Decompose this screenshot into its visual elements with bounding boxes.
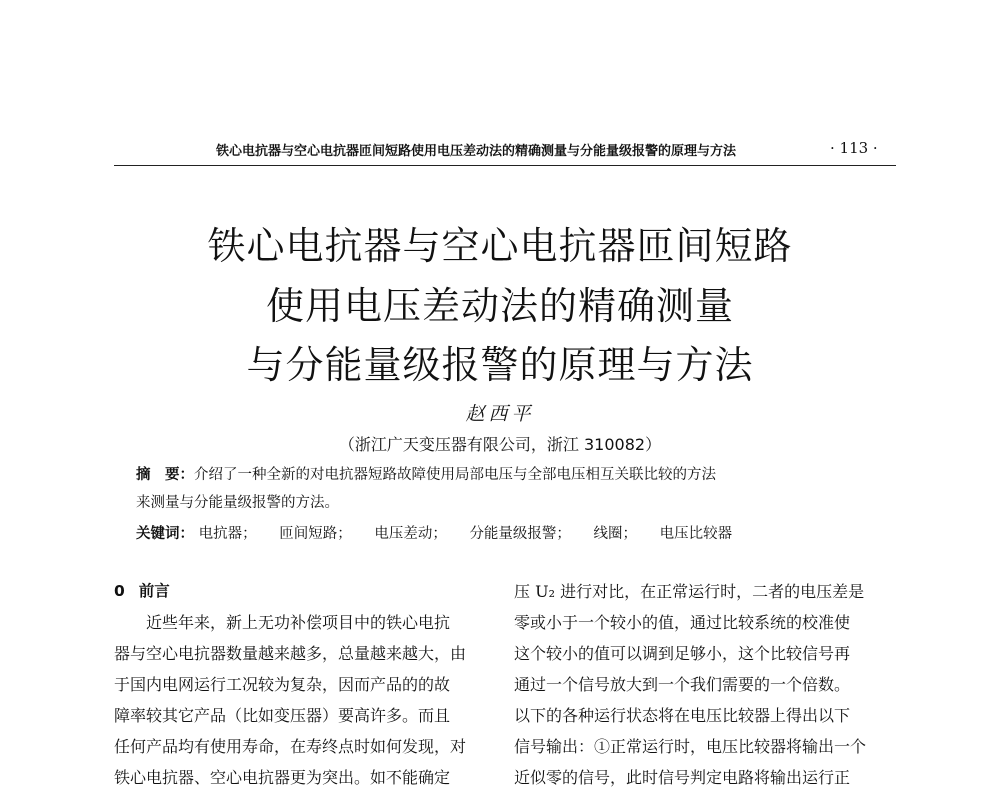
paper-title-line-3: 与分能量级报警的原理与方法 <box>246 343 754 387</box>
header-rule <box>114 165 896 166</box>
page-number: · 113 · <box>830 139 878 157</box>
section-number: 0 <box>114 582 125 600</box>
keyword: 电压比较器 <box>659 526 733 542</box>
body-line: 于国内电网运行工况较为复杂，因而产品的的故 <box>114 675 451 694</box>
section-heading <box>114 576 492 607</box>
body-line: 近似零的信号，此时信号判定电路将输出运行正 <box>514 768 851 787</box>
body-line: 任何产品均有使用寿命，在寿终点时如何发现，对 <box>114 737 467 756</box>
affiliation: （浙江广天变压器有限公司，浙江 310082） <box>338 435 662 454</box>
body-line: 这个较小的值可以调到足够小，这个比较信号再 <box>514 644 851 663</box>
keyword-list <box>199 526 751 542</box>
keyword: 匝间短路； <box>279 526 352 542</box>
paper-title-line-2: 使用电压差动法的精确测量 <box>265 284 734 328</box>
keyword: 分能量级报警； <box>469 526 571 542</box>
body-line: 铁心电抗器、空心电抗器更为突出。如不能确定 <box>114 768 451 787</box>
keyword: 电抗器； <box>198 526 257 542</box>
body-line: 零或小于一个较小的值，通过比较系统的校准使 <box>514 613 851 632</box>
body-line: 器与空心电抗器数量越来越多，总量越来越大，由 <box>114 644 467 663</box>
abstract-text: 介绍了一种全新的对电抗器短路故障使用局部电压与全部电压相互关联比较的方法 <box>194 467 716 483</box>
body-line: 通过一个信号放大到一个我们需要的一个倍数。 <box>514 675 851 694</box>
keywords-label: 关键词： <box>136 526 194 542</box>
abstract-line-1 <box>136 463 716 484</box>
body-line: 信号输出：①正常运行时，电压比较器将输出一个 <box>514 737 867 756</box>
body-line: 障率较其它产品（比如变压器）要高许多。而且 <box>114 706 451 725</box>
keywords-line <box>136 522 750 543</box>
keyword: 电压差动； <box>374 526 447 542</box>
author: 赵西平 <box>465 403 535 425</box>
keyword: 线圈； <box>593 526 638 542</box>
body-line: 压 U₂ 进行对比，在正常运行时，二者的电压差是 <box>514 582 865 601</box>
section-title: 前言 <box>138 582 170 600</box>
left-column <box>114 576 492 793</box>
paper-title-line-1: 铁心电抗器与空心电抗器匝间短路 <box>207 224 793 268</box>
right-column <box>514 576 899 793</box>
body-line: 以下的各种运行状态将在电压比较器上得出以下 <box>514 706 851 725</box>
running-header: 铁心电抗器与空心电抗器匝间短路使用电压差动法的精确测量与分能量级报警的原理与方法 <box>216 144 737 159</box>
abstract-label: 摘 要： <box>136 467 194 483</box>
body-line: 近些年来，新上无功补偿项目中的铁心电抗 <box>146 613 451 632</box>
abstract-line-2: 来测量与分能量级报警的方法。 <box>136 495 339 511</box>
